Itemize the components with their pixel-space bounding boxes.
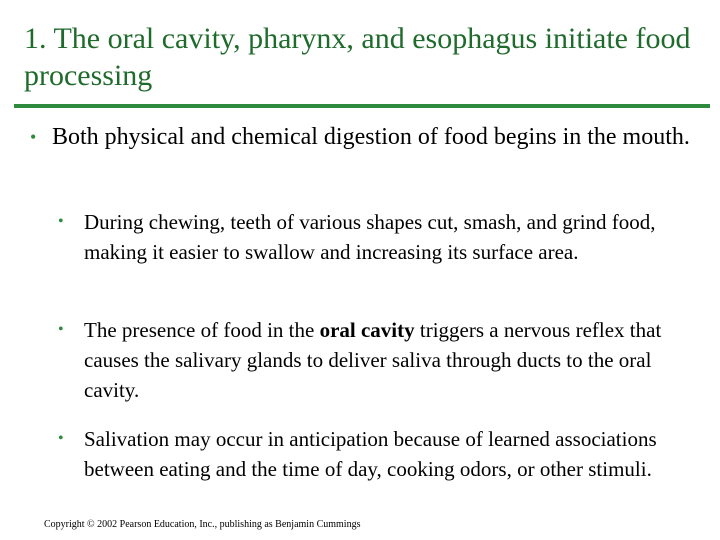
bullet-icon: •: [58, 213, 64, 230]
sub-bullet-oral-cavity: [58, 315, 698, 405]
bullet-icon: •: [58, 321, 64, 338]
title-divider: [14, 104, 710, 108]
sub-bullet-text: Salivation may occur in anticipation because of learned associations between eating and the time of day, cooking odors, or other stimuli.: [84, 427, 657, 481]
sub-bullet-chewing: [58, 207, 698, 267]
sub-bullet-text: [84, 315, 698, 405]
copyright-notice: Copyright © 2002 Pearson Education, Inc., publishing as Benjamin Cummings: [44, 519, 361, 530]
sub-bullet-salivation: [58, 424, 698, 484]
bullet-icon: •: [58, 430, 64, 447]
main-bullet-text: Both physical and chemical digestion of food begins in the mouth.: [52, 124, 690, 150]
main-bullet: [30, 122, 700, 152]
sub-bullet-text-before: The presence of food in the: [84, 318, 320, 342]
sub-bullet-text: During chewing, teeth of various shapes cut, smash, and grind food, making it easier to swallow and increasing its surface area.: [84, 210, 656, 264]
bullet-icon: •: [30, 127, 37, 147]
bold-term-oral-cavity: oral cavity: [319, 318, 415, 342]
slide-title: 1. The oral cavity, pharynx, and esophagus initiate food processing: [24, 22, 691, 92]
sub-bullet-text-after: triggers a nervous reflex that causes the salivary glands to deliver saliva through ducts to the oral cavity.: [84, 318, 662, 402]
